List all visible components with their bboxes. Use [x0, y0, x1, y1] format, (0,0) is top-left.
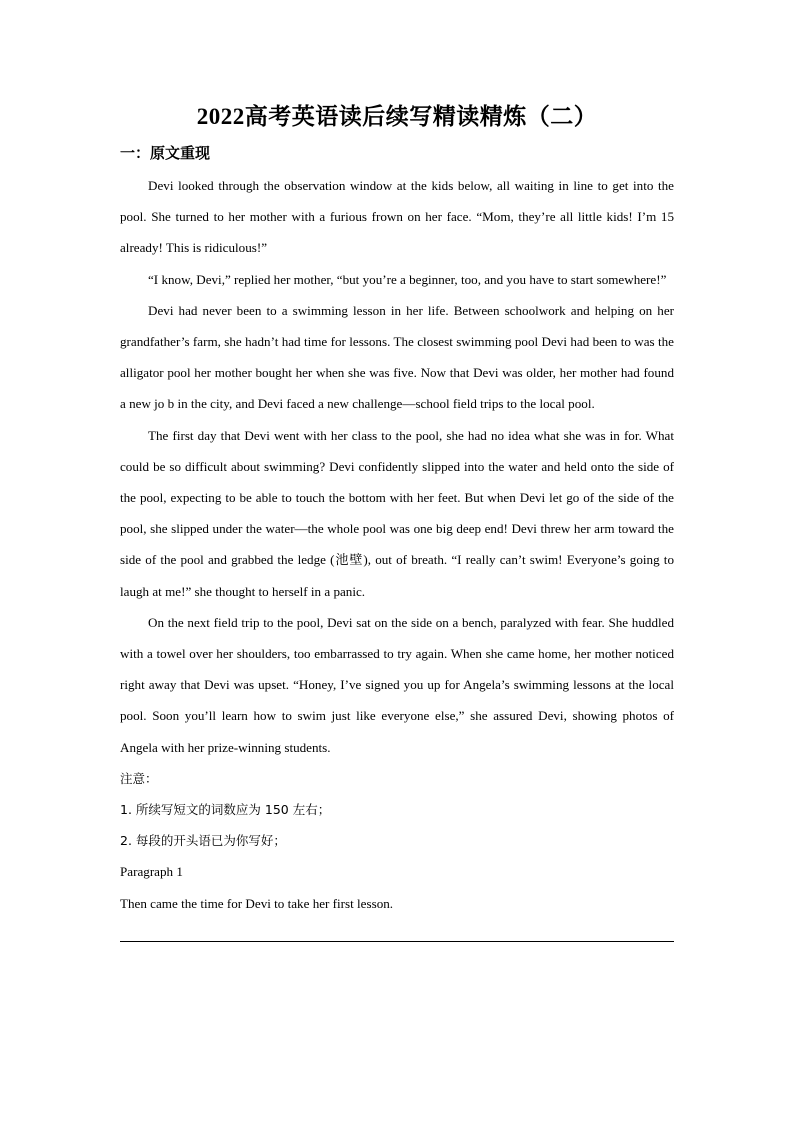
answer-line — [120, 941, 674, 942]
notes-label: 注意： — [120, 770, 158, 786]
story-paragraph-5: On the next field trip to the pool, Devi sat on the side on a bench, paralyzed with fear. She huddled with a towel over her shoulders, too embarrassed to try again. When she came home, her mother noticed right away that Devi was upset. “Honey, I’ve signed you up for Angela’s swimming lessons at the local pool. Soon you’ll learn how to swim just like everyone else,” she assured Devi, showing photos of Angela with her prize-winning students. — [120, 614, 674, 755]
story-paragraph-2: “I know, Devi,” replied her mother, “but you’re a beginner, too, and you have to start somewhere!” — [148, 271, 667, 287]
document-page — [120, 100, 674, 942]
section-heading: 一：原文重现 — [120, 144, 211, 162]
story-paragraph-4: The first day that Devi went with her class to the pool, she had no idea what she was in for. What could be so difficult about swimming? Devi confidently slipped into the water and held onto the side of the pool, expecting to be able to touch the bottom with her feet. But when Devi let go of the side of the pool, she slipped under the water—the whole pool was one big deep end! Devi threw her arm toward the side of the pool and grabbed the ledge (池壁), out of breath. “I really can’t swim! Everyone’s going to laugh at me!” she thought to herself in a panic. — [120, 427, 674, 599]
story-paragraph-1: Devi looked through the observation window at the kids below, all waiting in line to get into the pool. She turned to her mother with a furious frown on her face. “Mom, they’re all little kids! I’m 15 already! This is ridiculous!” — [120, 178, 674, 256]
opening-sentence: Then came the time for Devi to take her first lesson. — [120, 895, 394, 911]
note-item-1: 1. 所续写短文的词数应为 150 左右； — [120, 802, 331, 818]
note-item-2: 2. 每段的开头语已为你写好； — [120, 833, 286, 849]
story-paragraph-3: Devi had never been to a swimming lesson in her life. Between schoolwork and helping on her grandfather’s farm, she hadn’t had time for lessons. The closest swimming pool Devi had been to was the alligator pool her mother bought her when she was five. Now that Devi was older, her mother had found a new jo b in the city, and Devi faced a new challenge—school field trips to the local pool. — [120, 302, 674, 412]
page-title: 2022高考英语读后续写精读精炼（二） — [196, 104, 598, 129]
paragraph-label: Paragraph 1 — [120, 864, 183, 880]
